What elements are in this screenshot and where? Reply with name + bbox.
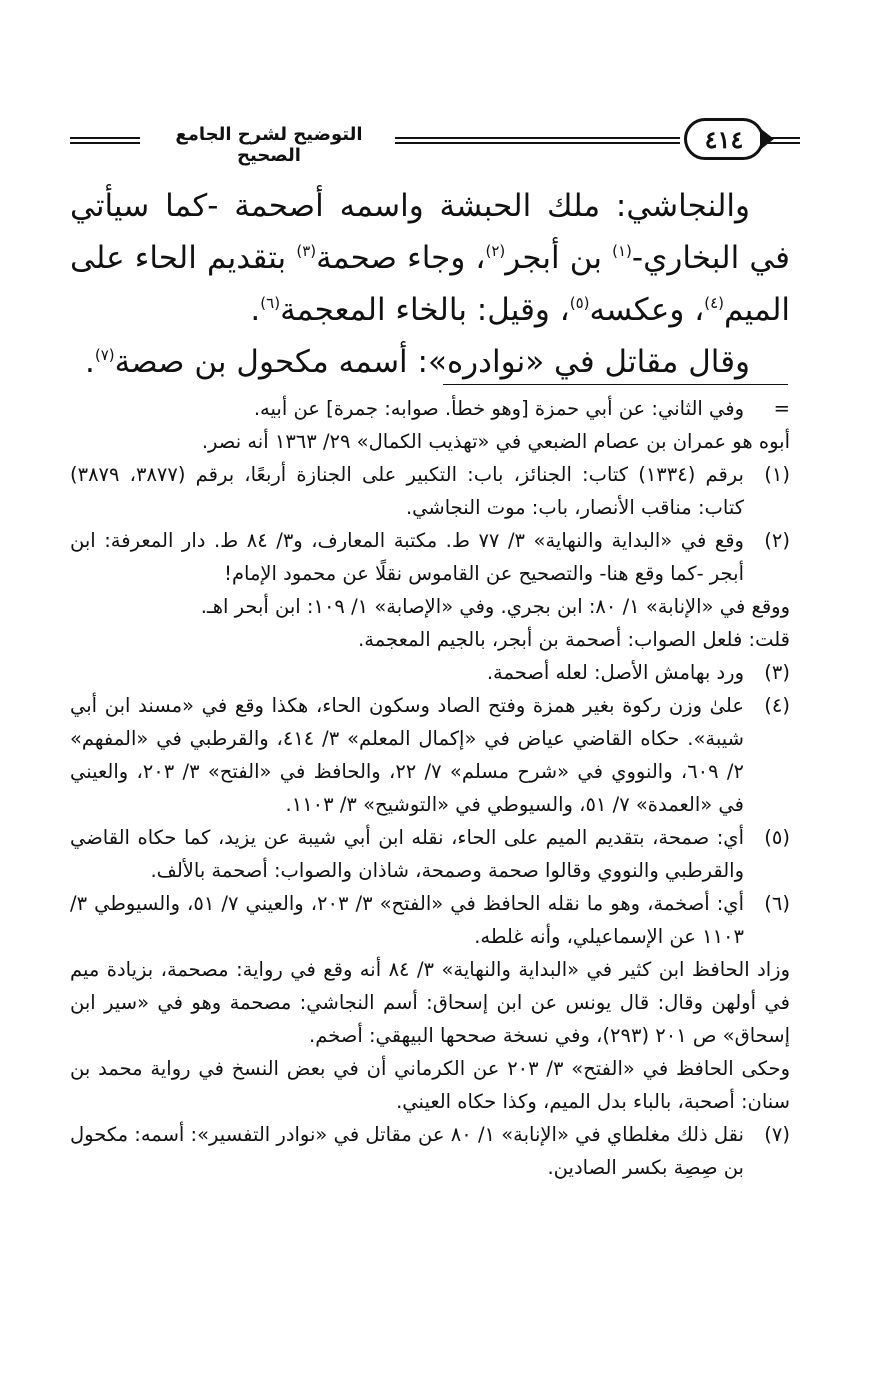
footnote-body xyxy=(70,689,744,821)
main-text-run: ، وعكسه xyxy=(589,292,705,328)
footnote-label: (٧) xyxy=(764,1123,790,1146)
footnote-body xyxy=(70,656,744,689)
footnote-label: (١) xyxy=(764,463,790,486)
footnote-ref: (٦) xyxy=(260,294,281,312)
footnote-paragraph: وحكى الحافظ في «الفتح» ٣/ ٢٠٣ عن الكرماني أن في بعض النسخ في رواية محمد بن سنان: أصحبة، بالباء بدل الميم، وكذا حكاه العيني. xyxy=(70,1057,790,1113)
footnote-paragraph: قلت: فلعل الصواب: أصحمة بن أبجر، بالجيم المعجمة. xyxy=(358,628,790,651)
footnote-ref: (١) xyxy=(612,242,632,260)
main-paragraph xyxy=(70,336,790,388)
footnote-label: (٤) xyxy=(764,694,790,717)
footnote-paragraph: علىٰ وزن ركوة بغير همزة وفتح الصاد وسكون الحاء، هكذا وقع في «مسند ابن أبي شيبة». حكاه القاضي عياض في «إكمال المعلم» ٣/ ٤١٤، والقرطبي في «المفهم» ٢/ ٦٠٩، والنووي في «شرح مسلم» ٧/ ٢٢، والحافظ في «الفتح» ٣/ ٢٠٣، والعيني في «العمدة» ٧/ ٥١، والسيوطي في «التوشيح» ٣/ ١١٠٣. xyxy=(70,694,744,816)
footnote-ref: (٥) xyxy=(569,294,590,312)
footnote-paragraph: ورد بهامش الأصل: لعله أصحمة. xyxy=(486,661,744,684)
page-header xyxy=(60,118,800,166)
footnote-body xyxy=(70,1118,744,1184)
footnote-paragraph: برقم (١٣٣٤) كتاب: الجنائز، باب: التكبير على الجنازة أربعًا، برقم (٣٨٧٧، ٣٨٧٩) كتاب: مناقب الأنصار، باب: موت النجاشي. xyxy=(70,463,744,519)
footnote-body xyxy=(70,821,744,887)
main-text-run: والنجاشي: ملك الحبشة واسمه أصحمة -كما سيأتي في البخاري- xyxy=(70,188,790,276)
footnote-label: (٢) xyxy=(764,529,790,552)
footnote-1 xyxy=(70,458,790,524)
footnote-label: = xyxy=(773,397,790,420)
main-text-run: . xyxy=(250,292,261,328)
footnote-separator xyxy=(443,384,788,385)
footnote-paragraph: أي: أصخمة، وهو ما نقله الحافظ في «الفتح» ٣/ ٢٠٣، والعيني ٧/ ٥١، والسيوطي ٣/ ١١٠٣ عن الإسماعيلي، وأنه غلطه. xyxy=(70,892,744,948)
footnotes xyxy=(70,392,790,1184)
footnote-line: أبوه هو عمران بن عصام الضبعي في «تهذيب الكمال» ٢٩/ ١٣٦٣ أنه نصر. xyxy=(201,430,790,453)
footnote-body xyxy=(70,524,744,590)
footnote-paragraph: وقع في «البداية والنهاية» ٣/ ٧٧ ط. مكتبة المعارف، و٣/ ٨٤ ط. دار المعرفة: ابن أبجر -كما وقع هنا- والتصحيح عن القاموس نقلًا عن محمود الإمام! xyxy=(70,529,744,585)
header-rule-right xyxy=(768,137,800,144)
main-text-run: ، وجاء صحمة xyxy=(316,240,486,276)
main-text-run: . xyxy=(85,344,95,380)
page-number: ٤١٤ xyxy=(704,124,744,154)
footnote-3 xyxy=(70,656,790,689)
footnote-line: وفي الثاني: عن أبي حمزة [وهو خطأ. صوابه: جمرة] عن أبيه. xyxy=(253,397,744,420)
footnote-body xyxy=(70,458,744,524)
main-text-run: بن أبجر xyxy=(505,240,613,276)
running-title: التوضيح لشرح الجامع الصحيح xyxy=(175,124,363,166)
footnote-2 xyxy=(70,524,790,590)
main-paragraph xyxy=(70,180,790,336)
footnote-ref: (٤) xyxy=(704,294,725,312)
footnote-ref: (٧) xyxy=(94,346,115,364)
footnote-ref: (٢) xyxy=(485,242,506,260)
footnote-6 xyxy=(70,887,790,953)
main-text xyxy=(70,180,790,388)
footnote-ref: (٣) xyxy=(296,242,317,260)
footnote-body xyxy=(70,887,744,953)
footnote-paragraph: ووقع في «الإنابة» ١/ ٨٠: ابن بجري. وفي «الإصابة» ١/ ١٠٩: ابن أبحر اهـ. xyxy=(200,595,790,618)
footnote-label: (٥) xyxy=(764,826,790,849)
footnote-paragraph: نقل ذلك مغلطاي في «الإنابة» ١/ ٨٠ عن مقاتل في «نوادر التفسير»: أسمه: مكحول بن صِصِة بكسر الصادين. xyxy=(70,1123,744,1179)
footnote-4 xyxy=(70,689,790,821)
main-text-run: وقال مقاتل في «نوادره»: أسمه مكحول بن صصة xyxy=(114,344,750,380)
footnote-label: (٣) xyxy=(764,661,790,684)
footnote-paragraph: وزاد الحافظ ابن كثير في «البداية والنهاية» ٣/ ٨٤ أنه وقع في رواية: مصحمة، بزيادة ميم في أولهن وقال: قال يونس عن ابن إسحاق: أسم النجاشي: مصحمة وهو في «سير ابن إسحاق» ص ٢٠١ (٢٩٣)، وفي نسخة صححها البيهقي: أصخم. xyxy=(70,958,791,1047)
main-text-run: ، وقيل: بالخاء المعجمة xyxy=(280,292,570,328)
footnote-label: (٦) xyxy=(764,892,790,915)
main-text-run: بتقديم الحاء على الميم xyxy=(70,240,790,328)
footnote-paragraph: أي: صمحة، بتقديم الميم على الحاء، نقله ابن أبي شيبة عن يزيد، كما حكاه القاضي والقرطبي والنووي وقالوا صحمة وصمحة، شاذان والصواب: أصحمة بالألف. xyxy=(70,826,744,882)
footnote-7 xyxy=(70,1118,790,1184)
footnote-5 xyxy=(70,821,790,887)
header-rule-middle xyxy=(395,137,680,144)
footnote-body xyxy=(70,392,744,425)
footnote-continuation xyxy=(70,392,790,425)
header-rule-left xyxy=(70,137,140,144)
page-number-badge xyxy=(684,118,764,160)
